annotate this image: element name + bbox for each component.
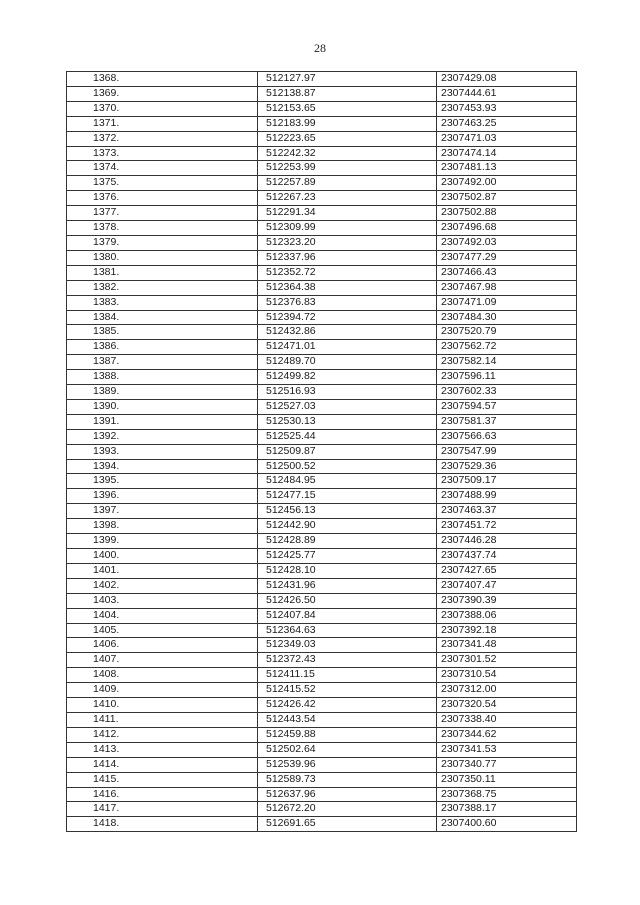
y-coordinate-cell: 2307581.37	[437, 414, 577, 429]
x-coordinate-cell: 512502.64	[258, 742, 437, 757]
table-row	[67, 668, 577, 683]
point-number-cell: 1418.	[67, 817, 258, 832]
table-row	[67, 399, 577, 414]
x-coordinate-cell: 512471.01	[258, 340, 437, 355]
y-coordinate-cell: 2307463.25	[437, 116, 577, 131]
x-coordinate-cell: 512428.89	[258, 534, 437, 549]
point-number-cell: 1380.	[67, 250, 258, 265]
point-number-cell: 1386.	[67, 340, 258, 355]
point-number-cell: 1392.	[67, 429, 258, 444]
x-coordinate-cell: 512459.88	[258, 727, 437, 742]
table-row	[67, 474, 577, 489]
point-number-cell: 1417.	[67, 802, 258, 817]
x-coordinate-cell: 512127.97	[258, 72, 437, 87]
table-row	[67, 86, 577, 101]
table-row	[67, 355, 577, 370]
table-row	[67, 310, 577, 325]
x-coordinate-cell: 512500.52	[258, 459, 437, 474]
x-coordinate-cell: 512364.63	[258, 623, 437, 638]
point-number-cell: 1405.	[67, 623, 258, 638]
table-row	[67, 742, 577, 757]
point-number-cell: 1370.	[67, 101, 258, 116]
table-row	[67, 131, 577, 146]
y-coordinate-cell: 2307400.60	[437, 817, 577, 832]
point-number-cell: 1388.	[67, 370, 258, 385]
x-coordinate-cell: 512525.44	[258, 429, 437, 444]
y-coordinate-cell: 2307481.13	[437, 161, 577, 176]
point-number-cell: 1384.	[67, 310, 258, 325]
y-coordinate-cell: 2307388.06	[437, 608, 577, 623]
point-number-cell: 1401.	[67, 563, 258, 578]
x-coordinate-cell: 512499.82	[258, 370, 437, 385]
y-coordinate-cell: 2307463.37	[437, 504, 577, 519]
point-number-cell: 1414.	[67, 757, 258, 772]
point-number-cell: 1406.	[67, 638, 258, 653]
y-coordinate-cell: 2307492.00	[437, 176, 577, 191]
x-coordinate-cell: 512267.23	[258, 191, 437, 206]
y-coordinate-cell: 2307368.75	[437, 787, 577, 802]
x-coordinate-cell: 512431.96	[258, 578, 437, 593]
x-coordinate-cell: 512456.13	[258, 504, 437, 519]
coordinates-table	[66, 71, 577, 832]
x-coordinate-cell: 512257.89	[258, 176, 437, 191]
table-row	[67, 727, 577, 742]
x-coordinate-cell: 512309.99	[258, 221, 437, 236]
y-coordinate-cell: 2307496.68	[437, 221, 577, 236]
y-coordinate-cell: 2307520.79	[437, 325, 577, 340]
table-row	[67, 429, 577, 444]
x-coordinate-cell: 512394.72	[258, 310, 437, 325]
x-coordinate-cell: 512477.15	[258, 489, 437, 504]
point-number-cell: 1385.	[67, 325, 258, 340]
y-coordinate-cell: 2307471.09	[437, 295, 577, 310]
table-row	[67, 235, 577, 250]
x-coordinate-cell: 512637.96	[258, 787, 437, 802]
table-row	[67, 191, 577, 206]
table-row	[67, 265, 577, 280]
table-row	[67, 623, 577, 638]
x-coordinate-cell: 512509.87	[258, 444, 437, 459]
x-coordinate-cell: 512489.70	[258, 355, 437, 370]
point-number-cell: 1409.	[67, 683, 258, 698]
y-coordinate-cell: 2307446.28	[437, 534, 577, 549]
y-coordinate-cell: 2307340.77	[437, 757, 577, 772]
x-coordinate-cell: 512527.03	[258, 399, 437, 414]
y-coordinate-cell: 2307477.29	[437, 250, 577, 265]
x-coordinate-cell: 512672.20	[258, 802, 437, 817]
x-coordinate-cell: 512425.77	[258, 549, 437, 564]
table-row	[67, 161, 577, 176]
x-coordinate-cell: 512442.90	[258, 519, 437, 534]
table-row	[67, 146, 577, 161]
y-coordinate-cell: 2307350.11	[437, 772, 577, 787]
y-coordinate-cell: 2307390.39	[437, 593, 577, 608]
table-row	[67, 817, 577, 832]
point-number-cell: 1394.	[67, 459, 258, 474]
table-row	[67, 712, 577, 727]
point-number-cell: 1408.	[67, 668, 258, 683]
y-coordinate-cell: 2307484.30	[437, 310, 577, 325]
table-row	[67, 250, 577, 265]
table-row	[67, 444, 577, 459]
table-row	[67, 504, 577, 519]
x-coordinate-cell: 512253.99	[258, 161, 437, 176]
x-coordinate-cell: 512372.43	[258, 653, 437, 668]
point-number-cell: 1372.	[67, 131, 258, 146]
point-number-cell: 1398.	[67, 519, 258, 534]
x-coordinate-cell: 512426.50	[258, 593, 437, 608]
x-coordinate-cell: 512589.73	[258, 772, 437, 787]
x-coordinate-cell: 512223.65	[258, 131, 437, 146]
x-coordinate-cell: 512407.84	[258, 608, 437, 623]
x-coordinate-cell: 512530.13	[258, 414, 437, 429]
table-row	[67, 116, 577, 131]
table-row	[67, 206, 577, 221]
y-coordinate-cell: 2307502.87	[437, 191, 577, 206]
point-number-cell: 1368.	[67, 72, 258, 87]
x-coordinate-cell: 512376.83	[258, 295, 437, 310]
point-number-cell: 1410.	[67, 698, 258, 713]
y-coordinate-cell: 2307466.43	[437, 265, 577, 280]
point-number-cell: 1403.	[67, 593, 258, 608]
y-coordinate-cell: 2307429.08	[437, 72, 577, 87]
table-row	[67, 221, 577, 236]
point-number-cell: 1373.	[67, 146, 258, 161]
y-coordinate-cell: 2307388.17	[437, 802, 577, 817]
y-coordinate-cell: 2307453.93	[437, 101, 577, 116]
point-number-cell: 1381.	[67, 265, 258, 280]
y-coordinate-cell: 2307562.72	[437, 340, 577, 355]
x-coordinate-cell: 512323.20	[258, 235, 437, 250]
point-number-cell: 1382.	[67, 280, 258, 295]
table-row	[67, 563, 577, 578]
point-number-cell: 1378.	[67, 221, 258, 236]
y-coordinate-cell: 2307451.72	[437, 519, 577, 534]
y-coordinate-cell: 2307341.48	[437, 638, 577, 653]
y-coordinate-cell: 2307492.03	[437, 235, 577, 250]
y-coordinate-cell: 2307529.36	[437, 459, 577, 474]
table-row	[67, 489, 577, 504]
point-number-cell: 1393.	[67, 444, 258, 459]
y-coordinate-cell: 2307502.88	[437, 206, 577, 221]
x-coordinate-cell: 512153.65	[258, 101, 437, 116]
x-coordinate-cell: 512352.72	[258, 265, 437, 280]
y-coordinate-cell: 2307471.03	[437, 131, 577, 146]
point-number-cell: 1369.	[67, 86, 258, 101]
point-number-cell: 1402.	[67, 578, 258, 593]
y-coordinate-cell: 2307310.54	[437, 668, 577, 683]
point-number-cell: 1387.	[67, 355, 258, 370]
y-coordinate-cell: 2307338.40	[437, 712, 577, 727]
point-number-cell: 1415.	[67, 772, 258, 787]
coordinates-table-body	[67, 72, 577, 832]
x-coordinate-cell: 512539.96	[258, 757, 437, 772]
point-number-cell: 1374.	[67, 161, 258, 176]
page-number: 28	[314, 41, 326, 55]
point-number-cell: 1411.	[67, 712, 258, 727]
point-number-cell: 1407.	[67, 653, 258, 668]
point-number-cell: 1390.	[67, 399, 258, 414]
y-coordinate-cell: 2307444.61	[437, 86, 577, 101]
table-row	[67, 549, 577, 564]
table-row	[67, 519, 577, 534]
y-coordinate-cell: 2307437.74	[437, 549, 577, 564]
table-row	[67, 653, 577, 668]
y-coordinate-cell: 2307320.54	[437, 698, 577, 713]
y-coordinate-cell: 2307547.99	[437, 444, 577, 459]
x-coordinate-cell: 512415.52	[258, 683, 437, 698]
table-row	[67, 176, 577, 191]
point-number-cell: 1400.	[67, 549, 258, 564]
x-coordinate-cell: 512411.15	[258, 668, 437, 683]
y-coordinate-cell: 2307341.53	[437, 742, 577, 757]
table-row	[67, 459, 577, 474]
table-row	[67, 638, 577, 653]
table-row	[67, 340, 577, 355]
table-row	[67, 608, 577, 623]
y-coordinate-cell: 2307596.11	[437, 370, 577, 385]
point-number-cell: 1377.	[67, 206, 258, 221]
table-row	[67, 280, 577, 295]
point-number-cell: 1376.	[67, 191, 258, 206]
point-number-cell: 1371.	[67, 116, 258, 131]
y-coordinate-cell: 2307488.99	[437, 489, 577, 504]
y-coordinate-cell: 2307509.17	[437, 474, 577, 489]
y-coordinate-cell: 2307344.62	[437, 727, 577, 742]
table-row	[67, 757, 577, 772]
table-row	[67, 370, 577, 385]
x-coordinate-cell: 512428.10	[258, 563, 437, 578]
x-coordinate-cell: 512426.42	[258, 698, 437, 713]
table-row	[67, 593, 577, 608]
point-number-cell: 1404.	[67, 608, 258, 623]
x-coordinate-cell: 512432.86	[258, 325, 437, 340]
x-coordinate-cell: 512183.99	[258, 116, 437, 131]
point-number-cell: 1397.	[67, 504, 258, 519]
table-row	[67, 578, 577, 593]
point-number-cell: 1413.	[67, 742, 258, 757]
y-coordinate-cell: 2307407.47	[437, 578, 577, 593]
x-coordinate-cell: 512242.32	[258, 146, 437, 161]
point-number-cell: 1383.	[67, 295, 258, 310]
y-coordinate-cell: 2307392.18	[437, 623, 577, 638]
table-row	[67, 534, 577, 549]
x-coordinate-cell: 512484.95	[258, 474, 437, 489]
y-coordinate-cell: 2307312.00	[437, 683, 577, 698]
x-coordinate-cell: 512337.96	[258, 250, 437, 265]
point-number-cell: 1412.	[67, 727, 258, 742]
x-coordinate-cell: 512349.03	[258, 638, 437, 653]
x-coordinate-cell: 512291.34	[258, 206, 437, 221]
x-coordinate-cell: 512691.65	[258, 817, 437, 832]
table-row	[67, 414, 577, 429]
table-row	[67, 72, 577, 87]
point-number-cell: 1375.	[67, 176, 258, 191]
x-coordinate-cell: 512364.38	[258, 280, 437, 295]
table-row	[67, 325, 577, 340]
table-row	[67, 101, 577, 116]
point-number-cell: 1379.	[67, 235, 258, 250]
y-coordinate-cell: 2307566.63	[437, 429, 577, 444]
table-row	[67, 802, 577, 817]
y-coordinate-cell: 2307301.52	[437, 653, 577, 668]
x-coordinate-cell: 512138.87	[258, 86, 437, 101]
y-coordinate-cell: 2307582.14	[437, 355, 577, 370]
point-number-cell: 1416.	[67, 787, 258, 802]
point-number-cell: 1391.	[67, 414, 258, 429]
y-coordinate-cell: 2307602.33	[437, 385, 577, 400]
y-coordinate-cell: 2307427.65	[437, 563, 577, 578]
point-number-cell: 1389.	[67, 385, 258, 400]
point-number-cell: 1395.	[67, 474, 258, 489]
table-row	[67, 295, 577, 310]
table-row	[67, 787, 577, 802]
table-row	[67, 385, 577, 400]
point-number-cell: 1399.	[67, 534, 258, 549]
x-coordinate-cell: 512443.54	[258, 712, 437, 727]
table-row	[67, 698, 577, 713]
x-coordinate-cell: 512516.93	[258, 385, 437, 400]
y-coordinate-cell: 2307467.98	[437, 280, 577, 295]
point-number-cell: 1396.	[67, 489, 258, 504]
y-coordinate-cell: 2307474.14	[437, 146, 577, 161]
y-coordinate-cell: 2307594.57	[437, 399, 577, 414]
table-row	[67, 772, 577, 787]
table-row	[67, 683, 577, 698]
